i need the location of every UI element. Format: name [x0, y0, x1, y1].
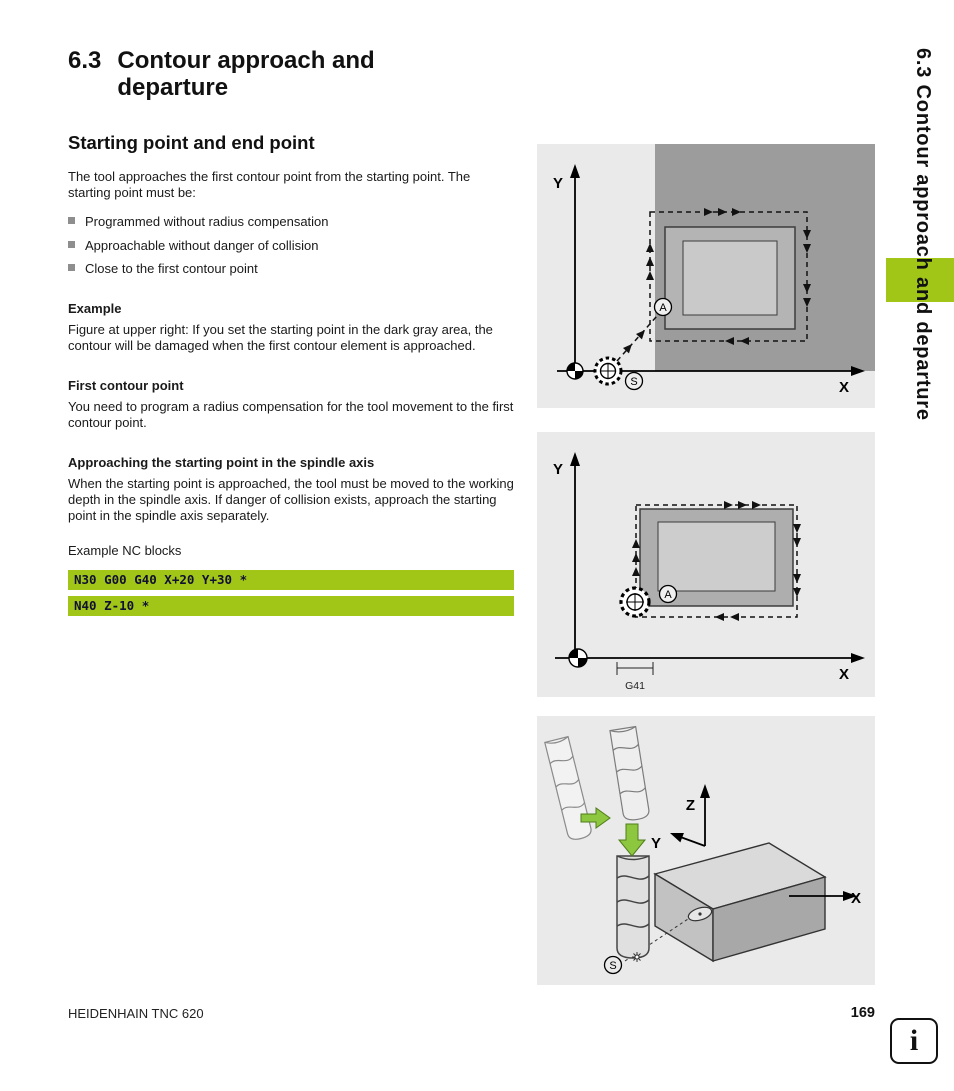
- requirements-list: [68, 214, 514, 277]
- list-item: [68, 238, 514, 254]
- svg-text:S: S: [609, 960, 617, 972]
- x-axis-label: X: [851, 890, 862, 907]
- list-item-text: Approachable without danger of collision: [85, 237, 319, 253]
- info-icon: [890, 1018, 938, 1064]
- figure-radius-compensation-g41: [537, 432, 875, 697]
- y-axis-label: Y: [553, 461, 564, 478]
- x-axis-label: X: [839, 666, 850, 683]
- footer-page-number: 169: [850, 1005, 875, 1021]
- datum-icon: [567, 363, 583, 379]
- list-item: [68, 261, 514, 277]
- figure-starting-point-danger-area: [537, 144, 875, 408]
- chapter-vertical-title: 6.3 Contour approach and departure: [912, 48, 934, 421]
- spindle-axis-paragraph: When the starting point is approached, the tool must be moved to the working depth in the spindle axis. If danger of collision exists, approach the starting point in the spindle axis separately.: [68, 476, 514, 524]
- info-icon-glyph: i: [909, 1024, 919, 1057]
- example-paragraph: Figure at upper right: If you set the starting point in the dark gray area, the contour will be damaged when the first contour element is approached.: [68, 321, 493, 353]
- section-heading: [68, 48, 514, 102]
- g41-label: G41: [625, 680, 645, 692]
- point-a-marker: [655, 299, 672, 316]
- section-title: Contour approach and departure: [117, 47, 375, 101]
- contour-shape: [665, 227, 795, 329]
- list-item: [68, 214, 514, 230]
- tool-center-mark: [632, 952, 642, 962]
- nc-block-line: N40 Z-10 *: [68, 596, 514, 616]
- z-axis-label: Z: [685, 797, 695, 814]
- text-column: [68, 48, 514, 622]
- subsection-title: Starting point and end point: [68, 131, 315, 153]
- tool-position-3: [617, 856, 649, 958]
- square-bullet-icon: [68, 217, 75, 224]
- nc-block-line: N30 G00 G40 X+20 Y+30 *: [68, 570, 514, 590]
- nc-blocks-intro: Example NC blocks: [68, 542, 182, 558]
- svg-text:S: S: [630, 376, 638, 388]
- nc-example-blocks: [68, 570, 514, 616]
- y-axis-label: Y: [650, 835, 661, 852]
- intro-paragraph: The tool approaches the first contour point from the starting point. The starting point must be:: [68, 168, 471, 200]
- list-item-text: Programmed without radius compensation: [85, 213, 329, 229]
- first-contour-heading: First contour point: [68, 377, 184, 393]
- tool-cutter-icon: [595, 358, 621, 384]
- list-item-text: Close to the first contour point: [85, 261, 258, 277]
- y-axis-label: Y: [553, 175, 564, 192]
- footer-manual-name: HEIDENHAIN TNC 620: [68, 1006, 204, 1021]
- datum-icon: [569, 649, 587, 667]
- square-bullet-icon: [68, 264, 75, 271]
- figure-spindle-axis-approach: [537, 716, 875, 985]
- tool-cutter-icon: [621, 588, 649, 616]
- first-contour-paragraph: You need to program a radius compensation for the tool movement to the first contour point.: [68, 398, 514, 431]
- spindle-axis-heading: Approaching the starting point in the spindle axis: [68, 455, 375, 471]
- example-heading: Example: [68, 300, 122, 316]
- point-s-marker: [605, 957, 622, 974]
- section-number: 6.3: [68, 47, 102, 74]
- svg-text:A: A: [659, 302, 667, 314]
- point-a-marker: [660, 586, 677, 603]
- svg-text:A: A: [664, 589, 672, 601]
- x-axis-label: X: [839, 379, 850, 396]
- point-s-marker: [626, 373, 643, 390]
- square-bullet-icon: [68, 241, 75, 248]
